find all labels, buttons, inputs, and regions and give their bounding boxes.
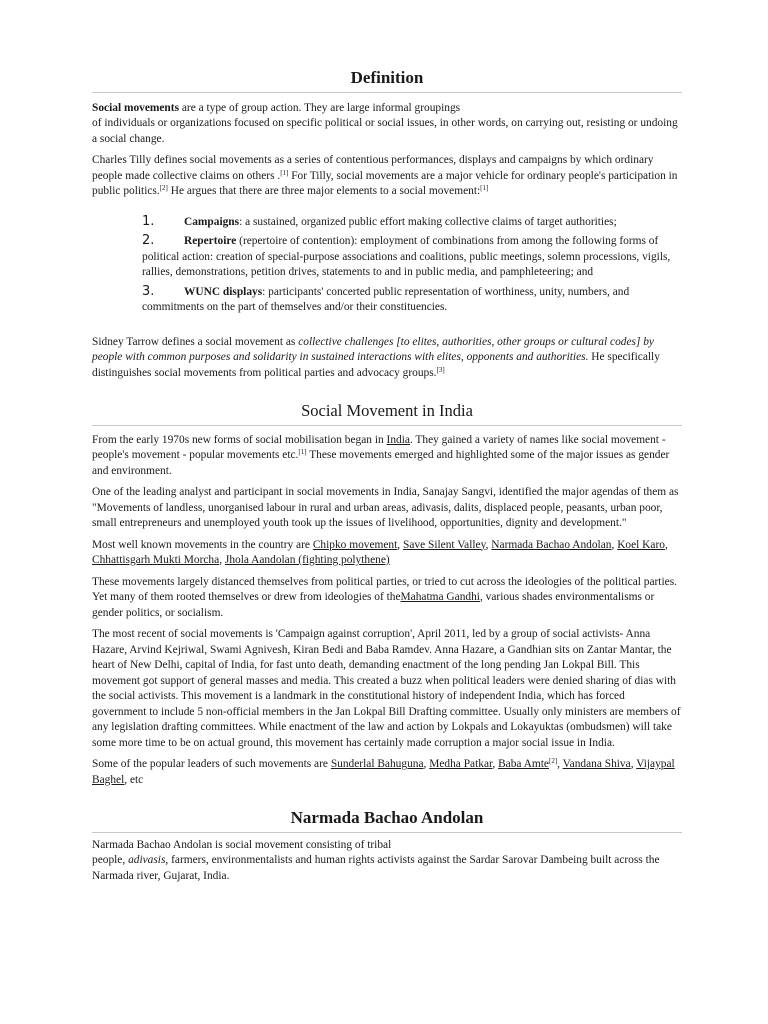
text: From the early 1970s new forms of social mobilisation began in <box>92 433 387 446</box>
link-jhola-aandolan[interactable]: Jhola Aandolan (fighting polythene) <box>224 554 390 566</box>
india-paragraph-3 <box>92 538 682 569</box>
link-chhattisgarh-mukti-morcha[interactable]: Chhattisgarh Mukti Morcha <box>92 554 220 566</box>
text: These movements emerged and highlighted some of the major issues as gender and environment. <box>92 449 670 477</box>
text: people, <box>92 854 129 866</box>
link-vandana-shiva[interactable]: Vandana Shiva <box>562 758 631 770</box>
india-paragraph-2: One of the leading analyst and participant in social movements in India, Sanajay Sangvi, identified the major agendas of them as "Movements of landless, unorganised labour in rural and urban areas, adivasis, dalits, displaced people, peasants, urban poor, small entrepreneurs and unemployed youth took up the issues of livelihood, opportunities, dignity and development." <box>92 486 679 529</box>
heading-definition: Definition <box>92 70 682 93</box>
text: For Tilly, social movements are a major vehicle for ordinary people's participation in public politics. <box>92 169 678 197</box>
list-text: : participants' concerted public representation of worthiness, unity, numbers, and commitments on the part of themselves and/or their constituencies. <box>142 285 630 313</box>
text: of individuals or organizations focused on specific political or social issues, in other words, on carrying out, resisting or undoing a social change. <box>92 117 678 145</box>
text: , etc <box>124 773 144 786</box>
text: Sidney Tarrow defines a social movement as <box>92 335 299 348</box>
list-item <box>142 233 682 281</box>
text: are a type of group action. They are large informal groupings <box>179 101 461 114</box>
document-page <box>92 70 682 890</box>
link-save-silent-valley[interactable]: Save Silent Valley <box>403 538 486 551</box>
reference[interactable]: [1] <box>298 448 307 456</box>
link-baba-amte[interactable]: Baba Amte <box>498 758 549 770</box>
definition-paragraph-2 <box>92 153 682 200</box>
india-paragraph-4 <box>92 575 682 622</box>
heading-narmada-bachao-andolan: Narmada Bachao Andolan <box>92 810 682 833</box>
reference[interactable]: [3] <box>436 365 445 374</box>
link-sunderlal-bahuguna[interactable]: Sunderlal Bahuguna <box>330 758 424 770</box>
text: Narmada Bachao Andolan is social movement consisting of tribal <box>92 838 392 851</box>
reference[interactable]: [1] <box>280 168 289 177</box>
list-number: 2. <box>142 233 155 248</box>
definition-paragraph-1 <box>92 101 682 148</box>
link-narmada-bachao-andolan[interactable]: Narmada Bachao Andolan <box>491 538 612 551</box>
definition-paragraph-3 <box>92 335 682 382</box>
separator: , <box>611 538 618 551</box>
text: He argues that there are three major elements to a social movement: <box>167 185 481 197</box>
list-term: WUNC displays <box>184 285 263 298</box>
list-term: Repertoire <box>184 235 237 247</box>
link-koel-karo[interactable]: Koel Karo <box>617 538 665 551</box>
text: Some of the popular leaders of such movements are <box>92 758 331 770</box>
text: , farmers, environmentalists and human rights activists against the Sardar Sarovar Dambeing built across the Narmada river, Gujarat, India. <box>92 854 660 882</box>
link-chipko-movement[interactable]: Chipko movement <box>312 538 398 551</box>
list-item <box>142 284 682 316</box>
link-india[interactable]: India <box>386 433 410 446</box>
reference[interactable]: [1] <box>480 184 489 192</box>
list-number: 1. <box>142 213 155 229</box>
narmada-paragraph-1 <box>92 838 682 885</box>
link-medha-patkar[interactable]: Medha Patkar <box>429 758 493 770</box>
link-mahatma-gandhi[interactable]: Mahatma Gandhi <box>400 591 480 603</box>
separator: , <box>485 538 492 551</box>
india-paragraph-6: Some of the popular leaders of such movements are Sunderlal Bahuguna, Medha Patkar, Baba Amte[2], Vandana Shiva, Vijaypal Baghel, etc <box>92 757 675 786</box>
reference[interactable]: [2] <box>549 757 558 765</box>
adivasis-term: adivasis <box>128 854 166 866</box>
list-item <box>142 214 682 231</box>
list-text: (repertoire of contention): employment of combinations from among the following forms of political action: creation of special-purpose associations and coalitions, public meetings, solemn processions, vigils, rallies, demonstrations, petition drives, statements to and in public media, and pamphleteering; and <box>142 235 671 278</box>
text: Most well known movements in the country are <box>92 538 313 551</box>
reference[interactable]: [2] <box>159 184 168 192</box>
india-paragraph-1 <box>92 433 682 480</box>
list-text: : a sustained, organized public effort making collective claims of target authorities; <box>239 215 617 228</box>
list-term: Campaigns <box>184 215 240 228</box>
tarrow-quote: collective challenges [to elites, authorities, other groups or cultural codes] by people with common purposes and solidarity in sustained interactions with elites, opponents and authorities. <box>92 335 654 363</box>
text: He specifically distinguishes social movements from political parties and advocacy groups. <box>92 351 660 379</box>
list-number: 3. <box>142 283 155 299</box>
separator: , <box>664 538 668 551</box>
link-vijaypal-baghel[interactable]: Vijaypal Baghel <box>92 758 675 786</box>
text: Charles Tilly defines social movements as a series of contentious performances, displays and campaigns by which ordinary people made collective claims on others . <box>92 154 654 182</box>
term-social-movements: Social movements <box>92 101 179 114</box>
separator: , <box>397 538 403 551</box>
separator: , <box>219 554 225 566</box>
heading-social-movement-india: Social Movement in India <box>92 403 682 426</box>
india-paragraph-5: The most recent of social movements is 'Campaign against corruption', April 2011, led by a group of social activists- Anna Hazare, Arvind Kejriwal, Swami Agnivesh, Kiran Bedi and Baba Ramdev. Anna Hazare, a Gandhian sits on Zantar Mantar, the heart of New Delhi, capital of India, for fast unto death, demanding enactment of the long pending Jan Lokpal Bill. This movement got support of general masses and media. This created a buzz when political leaders were denied sharing of dias with the social activists. This movement is a landmark in the constitutional history of independent India, which has forced government to include 5 non-official members in the Jan Lokpal Bill Drafting committee. Usually only ministers are members of any legislation drafting committees. While enactment of the law and action by Lokpals and Lokayuktas (ombudsmen) will take some more time to be on actual ground, this movement has certainly made corruption a major social issue in India. <box>92 628 681 749</box>
text: , various shades environmentalisms or gender politics, or socialism. <box>92 591 655 619</box>
text: These movements largely distanced themselves from political parties, or tried to cut across the ideologies of the political parties. Yet many of them rooted themselves or drew from ideologies of the <box>92 575 677 603</box>
text: . They gained a variety of names like social movement - people's movement - popular movements etc. <box>92 433 666 461</box>
elements-list <box>142 214 682 316</box>
